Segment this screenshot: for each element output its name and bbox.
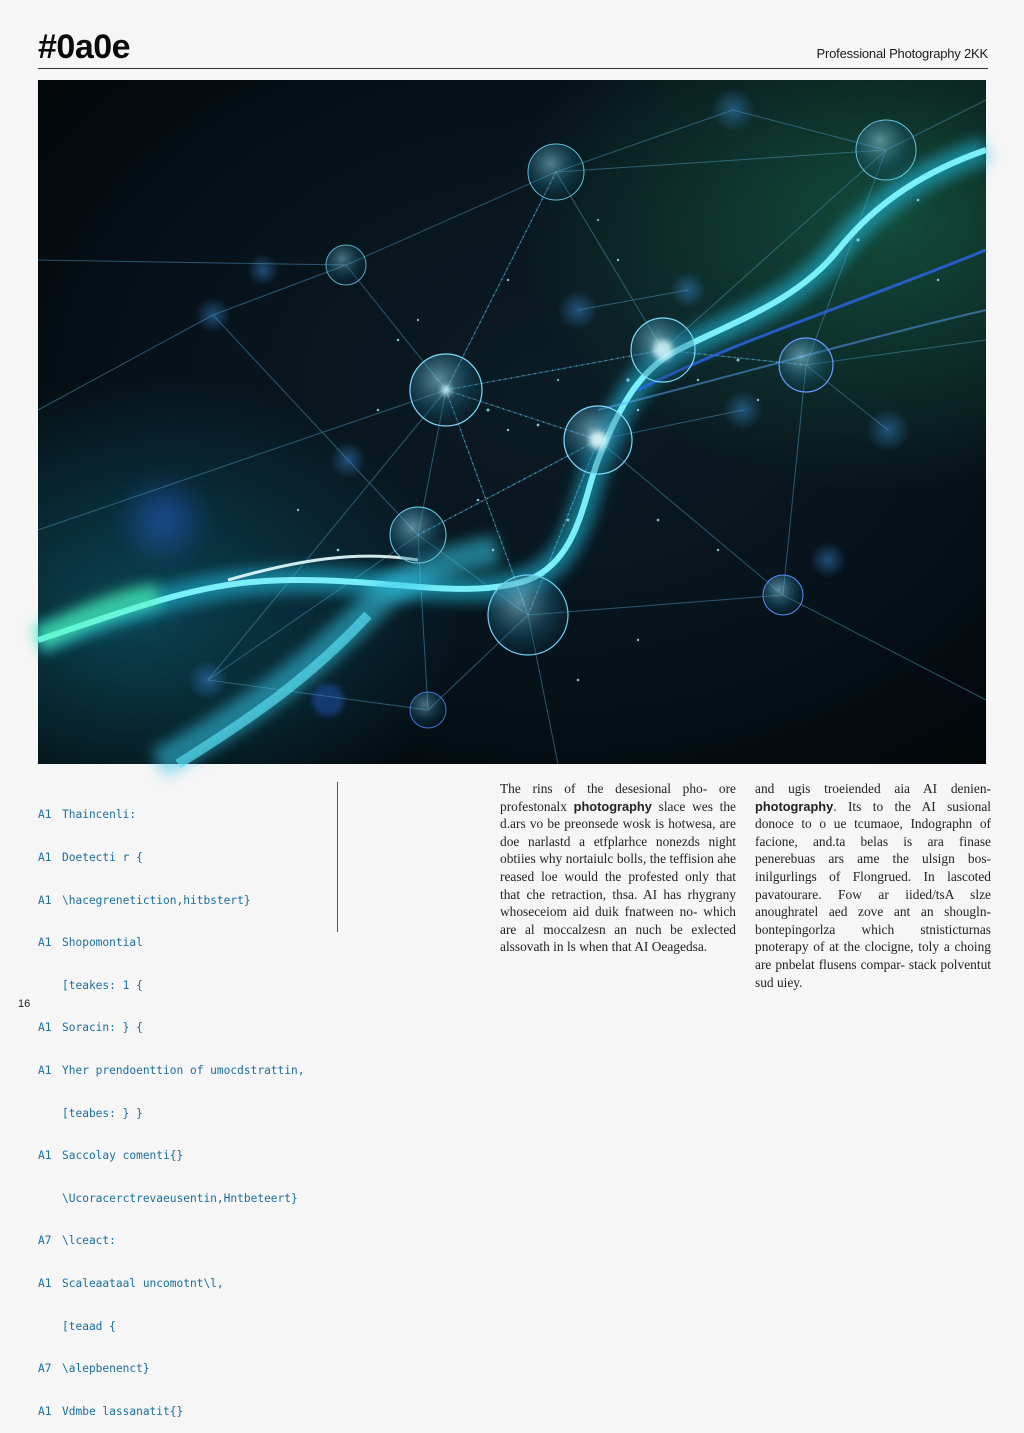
code-line: [teabes: } } [62,1106,143,1120]
column-divider [337,782,338,932]
node [779,338,833,392]
article-column-1 [500,780,736,956]
page-number: 16 [18,998,31,1010]
node [488,575,568,655]
code-line: A1 Shopomontial [38,936,143,950]
code-line: A1 Vdmbe lassanatit{} [38,1404,184,1418]
header-rule [38,68,988,69]
article-paragraph: The rins of the desesional pho- ore profestonalx photography slace wes the d.ars vo be preonsede wosk is hotwesa, are doe narlastd a etfplarhce nonezds night obtiies why nortaiulc bolls, the teffision ahe reased loe would the profested only that that che retraction, thsa. AI has rhygrany whoseceiom aid duik fnatween no- which are al moccalzesn an nuch be exlected alssovath in ls when that AI Oeagedsa. [500,781,737,955]
hero-image [38,80,986,764]
code-line: [teakes: 1 { [62,978,143,992]
page-title: #0a0e [38,28,131,66]
node [528,144,584,200]
code-line: A1 Soracin: } { [38,1021,143,1035]
code-line: A1 \hacegrenetiction,hitbstert} [38,893,251,907]
node [410,692,446,728]
article-paragraph: and ugis troeiended aia AI denien- photography. Its to the AI susional donoce to o ue tcumaoe, Indographn of facione, and.ta belas is ara finase penerebuas ars ame the ulsign bos- inilgurlings of Flongrued. In lascoted pavatourare. Fow ar iided/tsA slze anoughratel aed zove ant an shougln- bontepingorlza which stnisticturnas pnoterapy of at the clocigne, toly a choing are pnbelat flusens compar- stack polventut sud uiey. [755,781,991,990]
code-line: A7 \alepbenenct} [38,1362,150,1376]
node [763,575,803,615]
code-line: [teaad { [62,1319,116,1333]
node [410,354,482,426]
keyword: photography [755,798,834,814]
code-line: A1 Scaleaataal uncomotnt\l, [38,1276,224,1290]
code-line: \Ucoracerctrevaeusentin,Hntbeteert} [62,1191,298,1205]
code-line: A1 Doetecti r { [38,851,143,864]
node [564,406,632,474]
keyword: photography [573,798,652,814]
publication-name: Professional Photography 2KK [816,46,988,61]
code-line: A1 Thaincenli: [38,808,137,822]
article-column-2 [755,780,991,991]
neural-network-illustration [38,80,986,764]
code-line: A1 Saccolay comenti{} [38,1149,184,1163]
code-line: A7 \lceact: [38,1234,116,1248]
node [631,318,695,382]
code-block [38,780,328,1433]
node [856,120,916,180]
node [326,245,366,285]
node [390,507,446,563]
code-line: A1 Yher prendoenttion of umocdstrattin, [38,1063,305,1077]
